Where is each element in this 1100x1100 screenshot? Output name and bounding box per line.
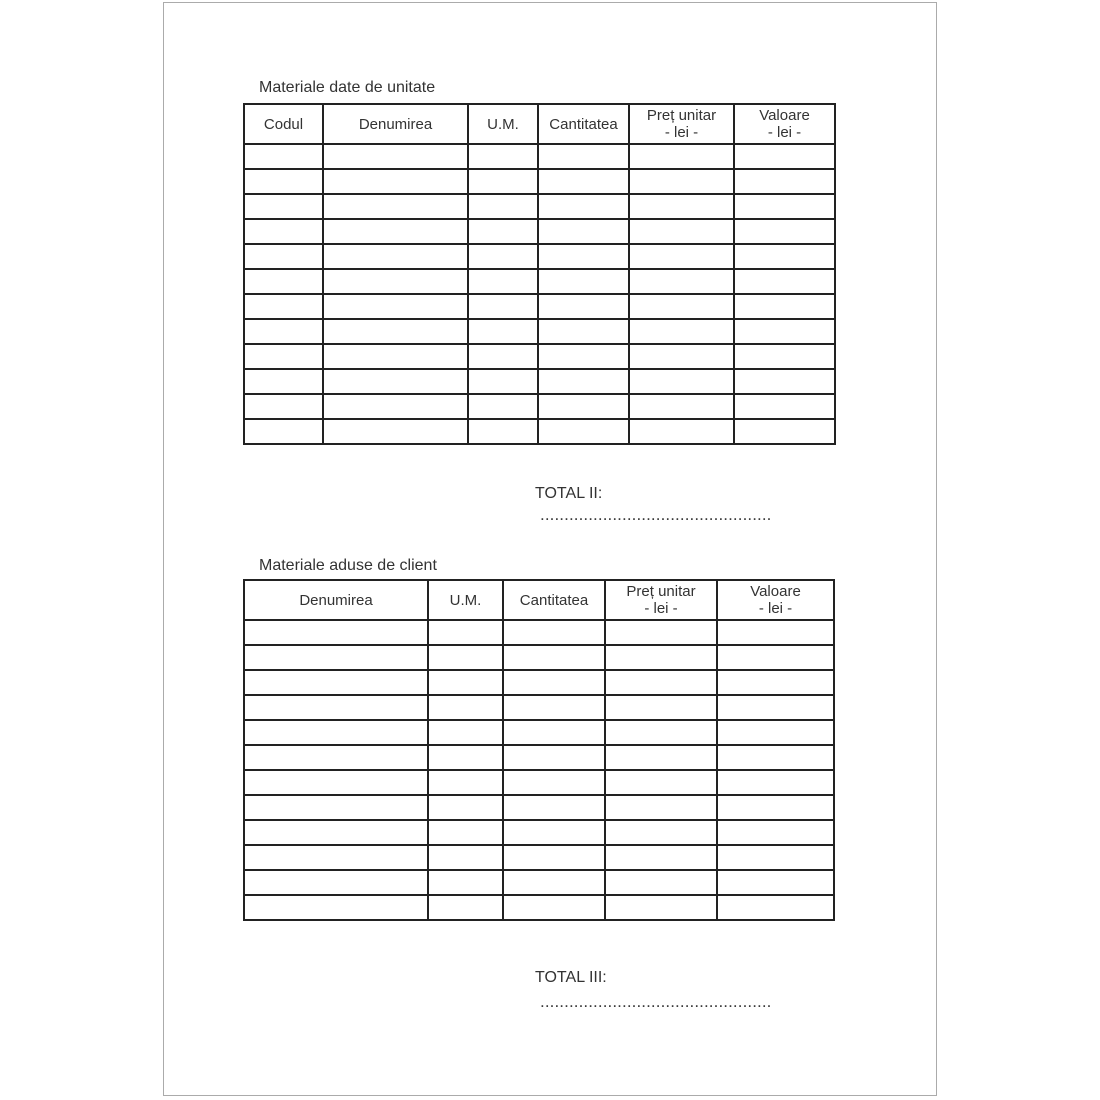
- empty-form-cell: [244, 620, 428, 645]
- empty-form-cell: [244, 870, 428, 895]
- column-header-label: Preț unitar: [626, 583, 696, 600]
- empty-form-cell: [605, 745, 717, 770]
- empty-form-cell: [244, 194, 323, 219]
- empty-form-cell: [323, 394, 468, 419]
- empty-form-cell: [323, 344, 468, 369]
- empty-form-cell: [468, 319, 538, 344]
- empty-form-cell: [605, 695, 717, 720]
- empty-form-cell: [323, 219, 468, 244]
- empty-form-cell: [244, 745, 428, 770]
- total-iii-label: TOTAL III:: [535, 969, 607, 986]
- empty-form-cell: [538, 219, 629, 244]
- column-header-um: [468, 104, 538, 144]
- column-header-label: Denumirea: [358, 115, 433, 133]
- empty-form-cell: [244, 169, 323, 194]
- empty-form-cell: [629, 394, 734, 419]
- unit-materials-table: [243, 103, 836, 445]
- empty-form-row: [244, 645, 834, 670]
- column-header-label: U.M.: [487, 115, 519, 133]
- empty-form-cell: [428, 670, 503, 695]
- empty-form-cell: [734, 144, 835, 169]
- empty-form-cell: [734, 344, 835, 369]
- empty-form-cell: [323, 194, 468, 219]
- empty-form-cell: [428, 770, 503, 795]
- empty-form-row: [244, 695, 834, 720]
- empty-form-row: [244, 745, 834, 770]
- empty-form-cell: [244, 645, 428, 670]
- empty-form-row: [244, 269, 835, 294]
- empty-form-cell: [468, 144, 538, 169]
- empty-form-cell: [428, 870, 503, 895]
- column-header-denumirea: [323, 104, 468, 144]
- empty-form-cell: [428, 820, 503, 845]
- empty-form-cell: [468, 194, 538, 219]
- empty-form-cell: [538, 319, 629, 344]
- empty-form-cell: [538, 369, 629, 394]
- empty-form-cell: [629, 369, 734, 394]
- empty-form-cell: [244, 720, 428, 745]
- empty-form-cell: [503, 870, 605, 895]
- empty-form-cell: [244, 670, 428, 695]
- empty-form-cell: [605, 870, 717, 895]
- empty-form-cell: [629, 144, 734, 169]
- empty-form-cell: [468, 344, 538, 369]
- empty-form-cell: [323, 269, 468, 294]
- empty-form-cell: [538, 419, 629, 444]
- empty-form-cell: [538, 244, 629, 269]
- empty-form-cell: [734, 319, 835, 344]
- empty-form-cell: [323, 369, 468, 394]
- empty-form-cell: [503, 820, 605, 845]
- empty-form-cell: [244, 369, 323, 394]
- total-ii-label: TOTAL II:: [535, 485, 603, 502]
- empty-form-row: [244, 720, 834, 745]
- empty-form-cell: [629, 294, 734, 319]
- column-header-codul: [244, 104, 323, 144]
- empty-form-cell: [734, 419, 835, 444]
- empty-form-cell: [244, 244, 323, 269]
- empty-form-cell: [717, 745, 834, 770]
- empty-form-row: [244, 194, 835, 219]
- empty-form-cell: [717, 870, 834, 895]
- empty-form-cell: [538, 344, 629, 369]
- empty-form-row: [244, 144, 835, 169]
- empty-form-cell: [734, 394, 835, 419]
- column-header-label: Cantitatea: [519, 591, 589, 609]
- empty-form-cell: [717, 895, 834, 920]
- empty-form-cell: [717, 845, 834, 870]
- empty-form-cell: [428, 720, 503, 745]
- empty-form-cell: [734, 244, 835, 269]
- empty-form-cell: [468, 169, 538, 194]
- client-table-header-row: [244, 580, 834, 620]
- total-iii-dotted-line: ................................................: [540, 992, 772, 1011]
- empty-form-cell: [605, 795, 717, 820]
- empty-form-cell: [428, 620, 503, 645]
- empty-form-cell: [468, 394, 538, 419]
- empty-form-cell: [503, 645, 605, 670]
- empty-form-row: [244, 219, 835, 244]
- column-header-sublabel: - lei -: [644, 600, 678, 617]
- empty-form-row: [244, 369, 835, 394]
- empty-form-cell: [428, 745, 503, 770]
- form-page: [163, 2, 937, 1096]
- empty-form-cell: [323, 319, 468, 344]
- column-header-pret-unitar: [605, 580, 717, 620]
- empty-form-row: [244, 670, 834, 695]
- empty-form-row: [244, 169, 835, 194]
- empty-form-cell: [503, 895, 605, 920]
- empty-form-cell: [503, 845, 605, 870]
- empty-form-row: [244, 344, 835, 369]
- column-header-pret-unitar: [629, 104, 734, 144]
- empty-form-cell: [605, 770, 717, 795]
- unit-table-body: [244, 144, 835, 444]
- empty-form-cell: [605, 620, 717, 645]
- empty-form-cell: [323, 169, 468, 194]
- empty-form-row: [244, 895, 834, 920]
- empty-form-row: [244, 820, 834, 845]
- empty-form-cell: [503, 745, 605, 770]
- empty-form-cell: [468, 294, 538, 319]
- empty-form-cell: [244, 294, 323, 319]
- empty-form-cell: [244, 344, 323, 369]
- empty-form-cell: [605, 645, 717, 670]
- column-header-valoare: [734, 104, 835, 144]
- column-header-valoare: [717, 580, 834, 620]
- client-table-body: [244, 620, 834, 920]
- empty-form-row: [244, 244, 835, 269]
- empty-form-cell: [538, 194, 629, 219]
- empty-form-cell: [717, 620, 834, 645]
- empty-form-cell: [244, 394, 323, 419]
- unit-table-header-row: [244, 104, 835, 144]
- empty-form-row: [244, 795, 834, 820]
- empty-form-cell: [605, 720, 717, 745]
- empty-form-cell: [244, 419, 323, 444]
- empty-form-cell: [538, 294, 629, 319]
- empty-form-cell: [734, 169, 835, 194]
- empty-form-cell: [538, 394, 629, 419]
- empty-form-cell: [538, 169, 629, 194]
- empty-form-cell: [244, 820, 428, 845]
- empty-form-cell: [468, 369, 538, 394]
- empty-form-row: [244, 845, 834, 870]
- empty-form-cell: [734, 369, 835, 394]
- empty-form-row: [244, 620, 834, 645]
- empty-form-cell: [717, 645, 834, 670]
- column-header-sublabel: - lei -: [664, 124, 699, 141]
- empty-form-cell: [629, 419, 734, 444]
- empty-form-cell: [717, 795, 834, 820]
- empty-form-cell: [605, 670, 717, 695]
- section-title-client-materials: Materiale aduse de client: [259, 557, 437, 574]
- empty-form-cell: [538, 144, 629, 169]
- column-header-label: Preț unitar: [646, 107, 717, 124]
- empty-form-cell: [244, 319, 323, 344]
- section-title-unit-materials: Materiale date de unitate: [259, 79, 436, 96]
- empty-form-cell: [468, 219, 538, 244]
- column-header-cantitatea: [503, 580, 605, 620]
- empty-form-cell: [717, 695, 834, 720]
- column-header-label: U.M.: [449, 591, 482, 609]
- empty-form-cell: [629, 344, 734, 369]
- column-header-label: Codul: [263, 115, 304, 133]
- empty-form-row: [244, 870, 834, 895]
- empty-form-cell: [503, 720, 605, 745]
- empty-form-cell: [629, 319, 734, 344]
- empty-form-cell: [244, 770, 428, 795]
- empty-form-cell: [734, 294, 835, 319]
- empty-form-cell: [428, 895, 503, 920]
- empty-form-cell: [717, 820, 834, 845]
- empty-form-row: [244, 394, 835, 419]
- column-header-sublabel: - lei -: [767, 124, 802, 141]
- empty-form-cell: [503, 670, 605, 695]
- empty-form-cell: [244, 845, 428, 870]
- empty-form-cell: [605, 820, 717, 845]
- column-header-label: Valoare: [750, 583, 801, 600]
- empty-form-cell: [717, 770, 834, 795]
- column-header-cantitatea: [538, 104, 629, 144]
- empty-form-cell: [323, 244, 468, 269]
- client-materials-table: [243, 579, 835, 921]
- empty-form-cell: [503, 620, 605, 645]
- column-header-label: Denumirea: [299, 591, 373, 609]
- empty-form-cell: [468, 419, 538, 444]
- empty-form-row: [244, 770, 834, 795]
- empty-form-cell: [428, 645, 503, 670]
- empty-form-cell: [244, 219, 323, 244]
- empty-form-row: [244, 294, 835, 319]
- empty-form-cell: [605, 845, 717, 870]
- empty-form-cell: [734, 269, 835, 294]
- empty-form-cell: [323, 294, 468, 319]
- column-header-sublabel: - lei -: [758, 600, 793, 617]
- empty-form-cell: [244, 144, 323, 169]
- empty-form-cell: [244, 895, 428, 920]
- empty-form-cell: [717, 720, 834, 745]
- empty-form-cell: [323, 419, 468, 444]
- empty-form-cell: [244, 795, 428, 820]
- empty-form-cell: [734, 194, 835, 219]
- empty-form-cell: [428, 845, 503, 870]
- empty-form-cell: [629, 269, 734, 294]
- empty-form-cell: [717, 670, 834, 695]
- empty-form-cell: [734, 219, 835, 244]
- empty-form-cell: [428, 795, 503, 820]
- empty-form-cell: [629, 169, 734, 194]
- empty-form-cell: [244, 695, 428, 720]
- column-header-label: Valoare: [759, 107, 810, 124]
- empty-form-cell: [503, 770, 605, 795]
- empty-form-cell: [503, 695, 605, 720]
- empty-form-cell: [629, 219, 734, 244]
- empty-form-cell: [323, 144, 468, 169]
- empty-form-cell: [428, 695, 503, 720]
- empty-form-row: [244, 319, 835, 344]
- empty-form-cell: [468, 244, 538, 269]
- column-header-um: [428, 580, 503, 620]
- empty-form-cell: [538, 269, 629, 294]
- empty-form-row: [244, 419, 835, 444]
- empty-form-cell: [468, 269, 538, 294]
- empty-form-cell: [629, 194, 734, 219]
- empty-form-cell: [605, 895, 717, 920]
- total-ii-dotted-line: ................................................: [540, 505, 772, 524]
- empty-form-cell: [503, 795, 605, 820]
- empty-form-cell: [629, 244, 734, 269]
- empty-form-cell: [244, 269, 323, 294]
- column-header-denumirea: [244, 580, 428, 620]
- column-header-label: Cantitatea: [549, 115, 618, 133]
